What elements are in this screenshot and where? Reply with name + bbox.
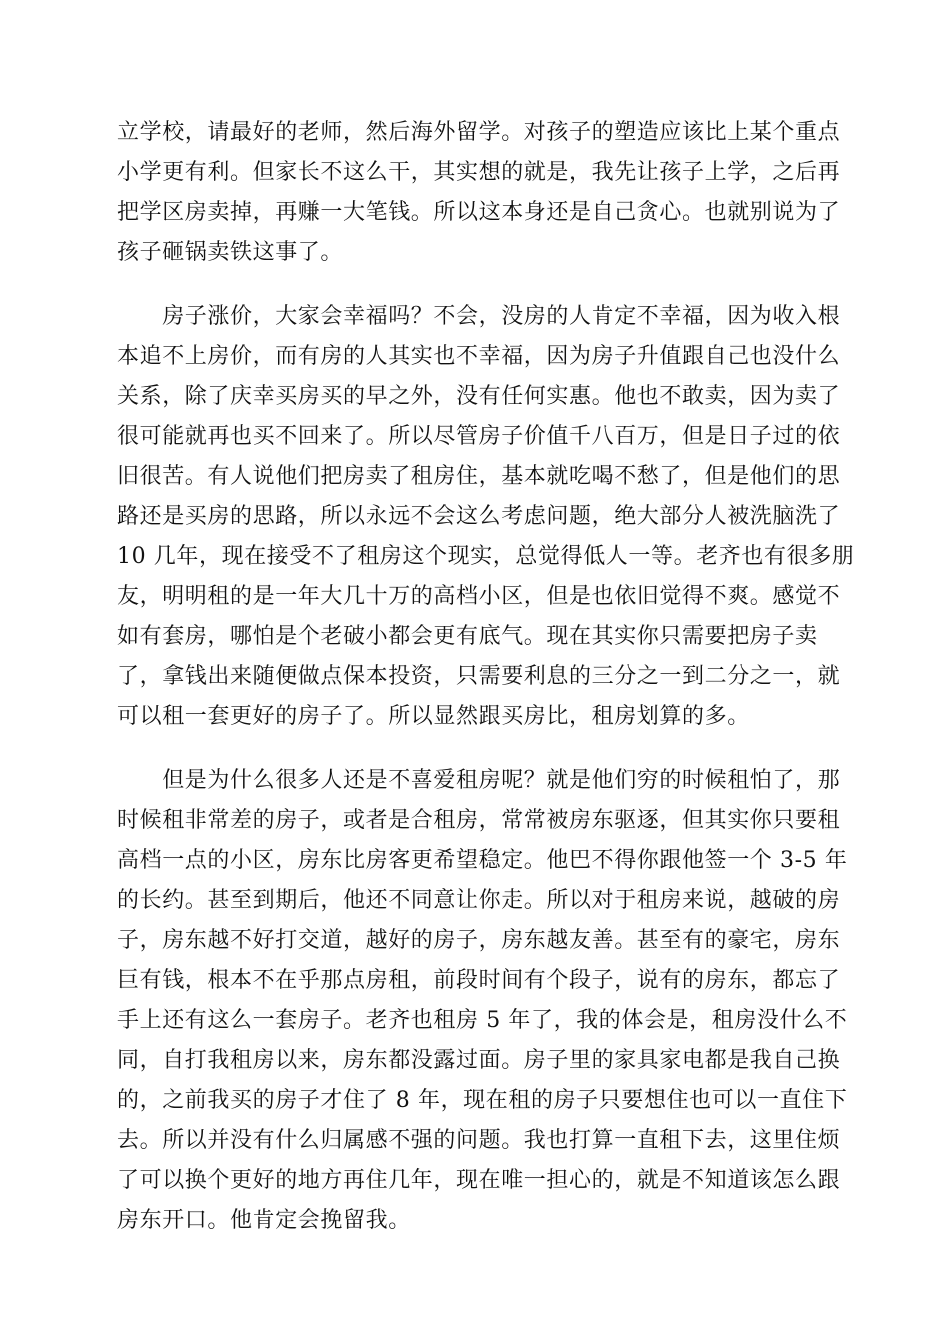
- text-line: 关系，除了庆幸买房买的早之外，没有任何实惠。他也不敢卖，因为卖了: [117, 384, 841, 409]
- paragraph-spacer: [117, 737, 833, 761]
- text-line: 友，明明租的是一年大几十万的高档小区，但是也依旧觉得不爽。感觉不: [117, 584, 841, 609]
- text-line: 了可以换个更好的地方再住几年，现在唯一担心的，就是不知道该怎么跟: [117, 1168, 841, 1193]
- text-line: 本追不上房价，而有房的人其实也不幸福，因为房子升值跟自己也没什么: [117, 344, 841, 369]
- text-line: 小学更有利。但家长不这么干，其实想的就是，我先让孩子上学，之后再: [117, 160, 841, 185]
- text-line: 高档一点的小区，房东比房客更希望稳定。他巴不得你跟他签一个 3-5 年: [117, 848, 848, 873]
- text-line: 很可能就再也买不回来了。所以尽管房子价值千八百万，但是日子过的依: [117, 424, 841, 449]
- text-line: 了，拿钱出来随便做点保本投资，只需要利息的三分之一到二分之一，就: [117, 664, 841, 689]
- text-line: 把学区房卖掉，再赚一大笔钱。所以这本身还是自己贪心。也就别说为了: [117, 200, 841, 225]
- text-line: 的，之前我买的房子才住了 8 年，现在租的房子只要想住也可以一直住下: [117, 1088, 848, 1113]
- document-body: [117, 113, 855, 1241]
- text-line: 可以租一套更好的房子了。所以显然跟买房比，租房划算的多。: [117, 704, 750, 729]
- text-line: 同，自打我租房以来，房东都没露过面。房子里的家具家电都是我自己换: [117, 1048, 841, 1073]
- paragraph-3: [117, 761, 848, 1241]
- text-line: 旧很苦。有人说他们把房卖了租房住，基本就吃喝不愁了，但是他们的思: [117, 464, 841, 489]
- text-line: 去。所以并没有什么归属感不强的问题。我也打算一直租下去，这里住烦: [117, 1128, 841, 1153]
- paragraph-2: [117, 297, 855, 737]
- text-line: 但是为什么很多人还是不喜爱租房呢？就是他们穷的时候租怕了，那: [117, 768, 841, 793]
- text-line: 立学校，请最好的老师，然后海外留学。对孩子的塑造应该比上某个重点: [117, 120, 841, 145]
- text-line: 时候租非常差的房子，或者是合租房，常常被房东驱逐，但其实你只要租: [117, 808, 841, 833]
- text-line: 如有套房，哪怕是个老破小都会更有底气。现在其实你只需要把房子卖: [117, 624, 818, 649]
- text-line: 巨有钱，根本不在乎那点房租，前段时间有个段子，说有的房东，都忘了: [117, 968, 841, 993]
- text-line: 子，房东越不好打交道，越好的房子，房东越友善。甚至有的豪宅，房东: [117, 928, 841, 953]
- text-line: 孩子砸锅卖铁这事了。: [117, 240, 344, 265]
- text-line: 的长约。甚至到期后，他还不同意让你走。所以对于租房来说，越破的房: [117, 888, 841, 913]
- paragraph-spacer: [117, 273, 833, 297]
- text-line: 10 几年，现在接受不了租房这个现实，总觉得低人一等。老齐也有很多朋: [117, 544, 855, 569]
- text-line: 房东开口。他肯定会挽留我。: [117, 1208, 411, 1233]
- paragraph-1: [117, 113, 841, 273]
- text-line: 路还是买房的思路，所以永远不会这么考虑问题，绝大部分人被洗脑洗了: [117, 504, 841, 529]
- text-line: 手上还有这么一套房子。老齐也租房 5 年了，我的体会是，租房没什么不: [117, 1008, 848, 1033]
- text-line: 房子涨价，大家会幸福吗？不会，没房的人肯定不幸福，因为收入根: [117, 304, 841, 329]
